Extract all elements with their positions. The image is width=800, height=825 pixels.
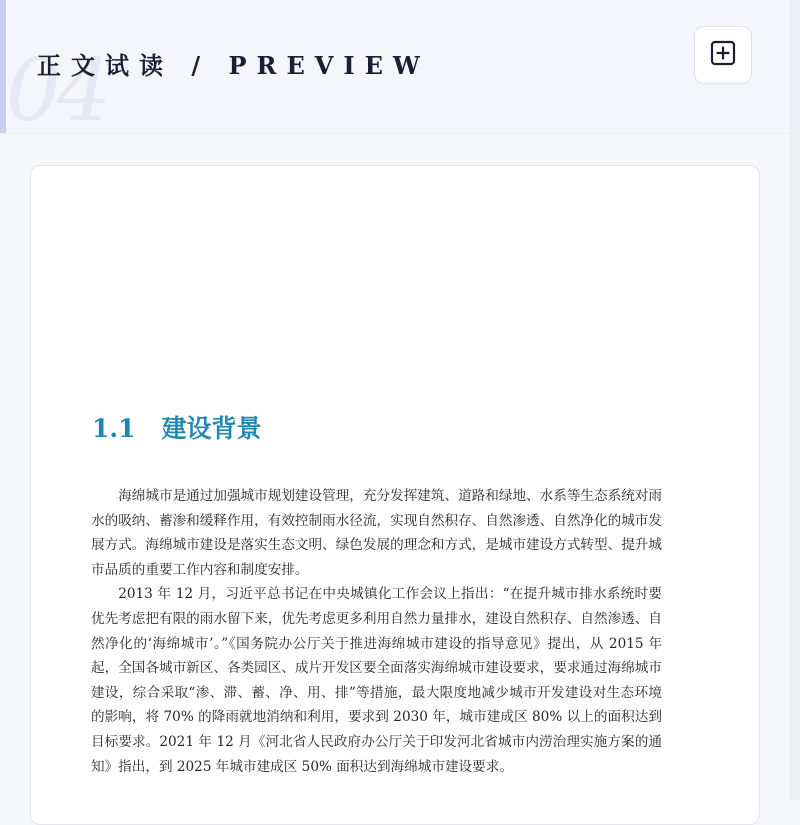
heading-number: 1.1 xyxy=(92,414,136,443)
plus-square-icon xyxy=(710,40,736,70)
scrollbar-track[interactable] xyxy=(790,0,800,800)
document-preview-card xyxy=(30,165,760,825)
section-title: 正文试读 / PREVIEW xyxy=(37,51,430,80)
section-number-watermark: 04 xyxy=(6,41,108,141)
document-heading xyxy=(92,413,262,445)
body-paragraph: 2013 年 12 月，习近平总书记在中央城镇化工作会议上指出：“在提升城市排水系统时要优先考虑把有限的雨水留下来，优先考虑更多利用自然力量排水，建设自然积存、自然渗透、自然净化的‘海绵城市’。”《国务院办公厅关于推进海绵城市建设的指导意见》提出，从 2015 年起，全国各城市新区、各类园区、成片开发区要全面落实海绵城市建设要求，要求通过海绵城市建设，综合采取“渗、滞、蓄、净、用、排”等措施，最大限度地减少城市开发建设对生态环境的影响，将 70% 的降雨就地消纳和利用，要求到 2030 年，城市建成区 80% 以上的面积达到目标要求。2021 年 12 月《河北省人民政府办公厅关于印发河北省城市内涝治理实施方案的通知》指出，到 2025 年城市建成区 50% 面积达到海绵城市建设要求。 xyxy=(91,586,662,775)
preview-header xyxy=(0,0,790,141)
body-paragraph: 海绵城市是通过加强城市规划建设管理，充分发挥建筑、道路和绿地、水系等生态系统对雨水的吸纳、蓄渗和缓释作用，有效控制雨水径流，实现自然积存、自然渗透、自然净化的城市发展方式。海绵城市建设是落实生态文明、绿色发展的理念和方式，是城市建设方式转型、提升城市品质的重要工作内容和制度安排。 xyxy=(91,488,662,578)
document-body xyxy=(91,484,662,779)
expand-button[interactable] xyxy=(694,26,752,84)
heading-text: 建设背景 xyxy=(161,414,262,443)
